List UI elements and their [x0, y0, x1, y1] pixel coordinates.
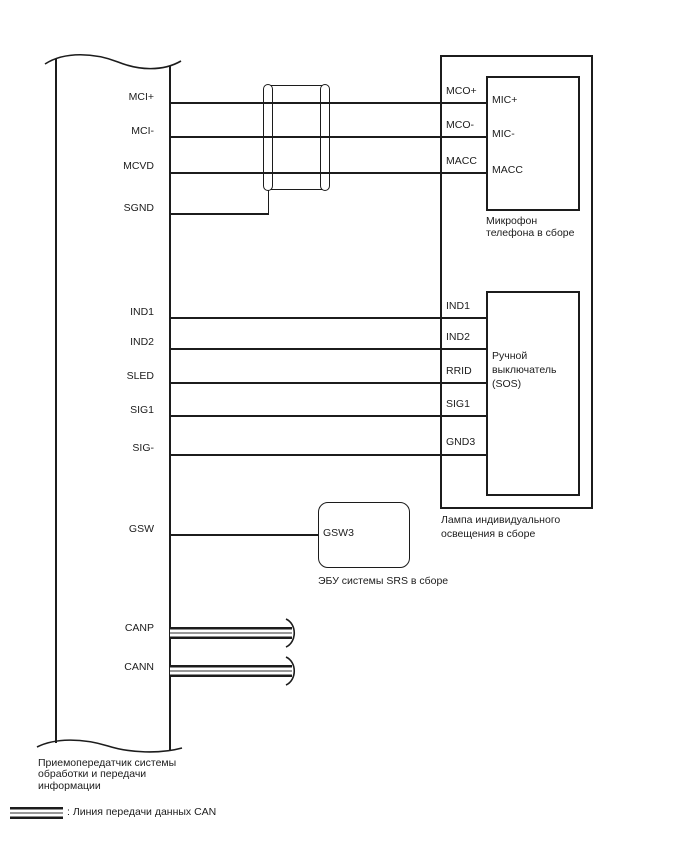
bus-pin-sig1: SIG1 — [130, 404, 154, 416]
bus-pin-mcvd: MCVD — [123, 160, 154, 172]
bus-left-edge — [55, 59, 57, 743]
srs-ecu-pin-gsw3: GSW3 — [323, 527, 354, 539]
wire-sig1 — [170, 415, 486, 417]
wire-gsw — [170, 534, 318, 536]
legend-label: : Линия передачи данных CAN — [67, 806, 217, 818]
wire-mcvd — [170, 172, 486, 174]
sos-switch-box — [486, 291, 580, 496]
connector-pin-gnd3: GND3 — [446, 436, 476, 448]
mic-pin-macc: MACC — [492, 164, 523, 176]
mic-pin-mic-minus: MIC- — [492, 128, 515, 140]
connector-pin-macc: MACC — [446, 155, 477, 167]
lamp-assembly-caption: Лампа индивидуального освещения в сборе — [441, 514, 561, 540]
wire-ind1 — [170, 317, 486, 319]
microphone-caption: Микрофон телефона в сборе — [486, 215, 575, 239]
srs-ecu-caption: ЭБУ системы SRS в сборе — [318, 575, 449, 587]
bus-pin-mci-minus: MCI- — [131, 125, 154, 137]
transceiver-caption: Приемопередатчик системы обработки и передачи информации — [38, 757, 177, 792]
cann-bus-line — [170, 665, 292, 677]
bus-pin-gsw: GSW — [128, 523, 154, 535]
bus-pin-mci-plus: MCI+ — [128, 91, 154, 103]
wire-sig-minus-gnd3 — [170, 454, 486, 456]
bus-pin-ind2: IND2 — [130, 336, 154, 348]
canp-bus-line — [170, 627, 292, 639]
wire-mci-minus — [170, 136, 486, 138]
wire-sgnd-horizontal — [170, 213, 269, 215]
connector-pin-ind1: IND1 — [446, 300, 470, 312]
bus-pin-sgnd: SGND — [123, 202, 154, 214]
bus-pin-sled: SLED — [126, 370, 154, 382]
wire-sled-rrid — [170, 382, 486, 384]
sos-switch-caption: Ручной выключатель (SOS) — [492, 350, 557, 390]
wire-ind2 — [170, 348, 486, 350]
bus-pin-ind1: IND1 — [130, 306, 154, 318]
mic-pin-mic-plus: MIC+ — [492, 94, 518, 106]
legend-can-line-symbol — [10, 807, 63, 819]
bus-pin-canp: CANP — [124, 622, 154, 634]
bus-pin-cann: CANN — [124, 661, 154, 673]
bus-pin-sig-minus: SIG- — [132, 442, 154, 454]
connector-pin-rrid: RRID — [446, 365, 472, 377]
connector-pin-mco-plus: MCO+ — [446, 85, 477, 97]
bus-top-torn-edge — [45, 55, 181, 69]
connector-pin-mco-minus: MCO- — [446, 119, 474, 131]
connector-pin-sig1: SIG1 — [446, 398, 470, 410]
bus-right-edge — [169, 66, 171, 750]
bus-bottom-torn-edge — [37, 740, 182, 752]
connector-pin-ind2: IND2 — [446, 331, 470, 343]
wire-mci-plus — [170, 102, 486, 104]
wire-sgnd-vertical — [268, 190, 270, 214]
